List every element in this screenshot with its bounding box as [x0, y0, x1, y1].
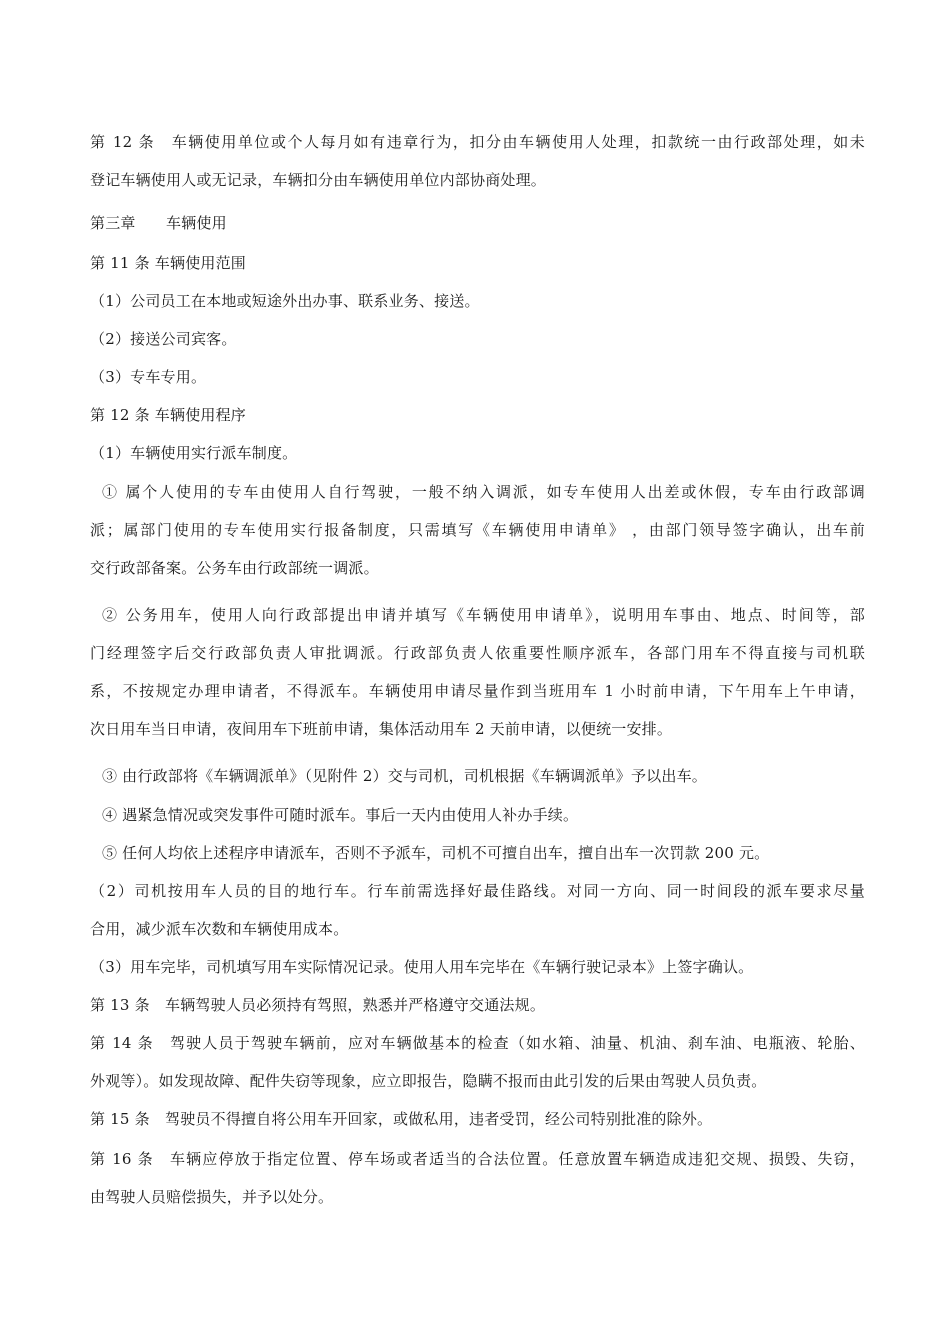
chapter-3-heading: 第三章 车辆使用 [90, 214, 227, 232]
procedure-circled-2-line-4: 次日用车当日申请，夜间用车下班前申请，集体活动用车 2 天前申请，以便统一安排。 [90, 720, 673, 738]
article-12-line-1: 第 12 条 车辆使用单位或个人每月如有违章行为，扣分由车辆使用人处理，扣款统一由行政部处理，如未 [90, 133, 865, 151]
procedure-circled-1-line-2: 派；属部门使用的专车使用实行报备制度，只需填写《车辆使用申请单》 ，由部门领导签字确认，出车前 [90, 521, 865, 539]
article-14-line-1: 第 14 条 驾驶人员于驾驶车辆前，应对车辆做基本的检查（如水箱、油量、机油、刹车油、电瓶液、轮胎、 [90, 1034, 865, 1052]
article-14-line-2: 外观等）。如发现故障、配件失窃等现象，应立即报告，隐瞒不报而由此引发的后果由驾驶人员负责。 [90, 1072, 767, 1090]
article-16-line-1: 第 16 条 车辆应停放于指定位置、停车场或者适当的合法位置。任意放置车辆造成违犯交规、损毁、失窃， [90, 1150, 865, 1168]
scope-item-3: （3）专车专用。 [90, 368, 207, 386]
article-12-line-2: 登记车辆使用人或无记录，车辆扣分由车辆使用单位内部协商处理。 [90, 171, 547, 189]
procedure-circled-5: ⑤ 任何人均依上述程序申请派车，否则不予派车，司机不可擅自出车，擅自出车一次罚款 200 元。 [102, 844, 770, 862]
procedure-circled-2-line-2: 门经理签字后交行政部负责人审批调派。行政部负责人依重要性顺序派车，各部门用车不得直接与司机联 [90, 644, 865, 662]
procedure-circled-1-line-1: ① 属个人使用的专车由使用人自行驾驶，一般不纳入调派，如专车使用人出差或休假，专车由行政部调 [102, 483, 865, 501]
procedure-item-2-line-2: 合用，减少派车次数和车辆使用成本。 [90, 920, 349, 938]
procedure-item-1: （1）车辆使用实行派车制度。 [90, 444, 298, 462]
article-15: 第 15 条 驾驶员不得擅自将公用车开回家，或做私用，违者受罚，经公司特别批准的除外。 [90, 1110, 713, 1128]
article-12-procedure-heading: 第 12 条 车辆使用程序 [90, 406, 246, 424]
procedure-circled-4: ④ 遇紧急情况或突发事件可随时派车。事后一天内由使用人补办手续。 [102, 806, 579, 824]
procedure-circled-3: ③ 由行政部将《车辆调派单》（见附件 2）交与司机，司机根据《车辆调派单》予以出车。 [102, 767, 707, 785]
article-13: 第 13 条 车辆驾驶人员必须持有驾照，熟悉并严格遵守交通法规。 [90, 996, 546, 1014]
procedure-item-3: （3）用车完毕，司机填写用车实际情况记录。使用人用车完毕在《车辆行驶记录本》上签字确认。 [90, 958, 754, 976]
procedure-circled-2-line-1: ② 公务用车，使用人向行政部提出申请并填写《车辆使用申请单》，说明用车事由、地点、时间等，部 [102, 606, 865, 624]
article-16-line-2: 由驾驶人员赔偿损失，并予以处分。 [90, 1188, 334, 1206]
scope-item-2: （2）接送公司宾客。 [90, 330, 237, 348]
procedure-circled-2-line-3: 系，不按规定办理申请者，不得派车。车辆使用申请尽量作到当班用车 1 小时前申请，下午用车上午申请， [90, 682, 865, 700]
article-11-heading: 第 11 条 车辆使用范围 [90, 254, 246, 272]
scope-item-1: （1）公司员工在本地或短途外出办事、联系业务、接送。 [90, 292, 480, 310]
procedure-item-2-line-1: （2）司机按用车人员的目的地行车。行车前需选择好最佳路线。对同一方向、同一时间段的派车要求尽量 [90, 882, 865, 900]
procedure-circled-1-line-3: 交行政部备案。公务车由行政部统一调派。 [90, 559, 379, 577]
